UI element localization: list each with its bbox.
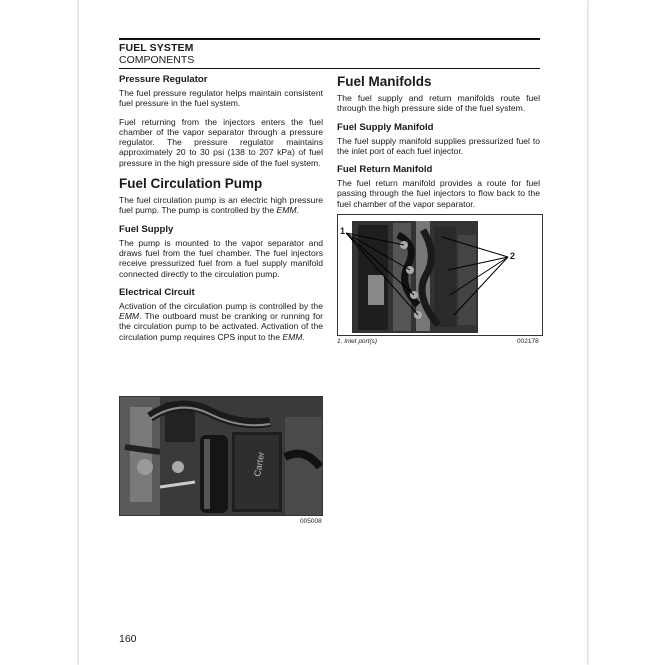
- para-fuel-supply: The pump is mounted to the vapor separator and draws fuel from the fuel chamber. The fuel injectors receive pressurized fuel from a fuel supply manifold connected directly to the circulation pump.: [119, 237, 323, 279]
- heading-fuel-circulation-pump: Fuel Circulation Pump: [119, 176, 263, 192]
- para-fuel-return-manifold: The fuel return manifold provides a route for fuel passing through the fuel injectors to flow back to the fuel chamber of the vapor separator.: [337, 178, 540, 209]
- text-emm: EMM: [276, 205, 297, 216]
- left-column: [119, 74, 323, 350]
- text-emm: EMM: [119, 311, 140, 322]
- heading-pressure-regulator: Pressure Regulator: [119, 74, 208, 85]
- manifold-photo-illustration: [338, 215, 542, 335]
- page-header: [119, 38, 540, 69]
- heading-fuel-manifolds: Fuel Manifolds: [337, 74, 432, 89]
- callout-2-label: 2: [510, 251, 516, 261]
- para-fuel-manifolds: The fuel supply and return manifolds route fuel through the high pressure side of the fuel system.: [337, 93, 540, 114]
- text-run: . The outboard must be cranking or running for the circulation pump to be activated. Activation of the circulation pump requires CPS input to the: [119, 311, 323, 342]
- section-subtitle: COMPONENTS: [119, 54, 195, 66]
- text-run: .: [296, 205, 299, 216]
- para-fuel-supply-manifold: The fuel supply manifold supplies pressurized fuel to the inlet port of each fuel injector.: [337, 135, 540, 156]
- header-rule-bottom: [119, 68, 540, 69]
- text-run: The fuel circulation pump is an electric high pressure fuel pump. The pump is controlled by the: [119, 195, 323, 216]
- heading-fuel-supply: Fuel Supply: [119, 223, 174, 235]
- para-pressure-regulator-2: Fuel returning from the injectors enters the fuel chamber of the vapor separator through a pressure regulator. The pressure regulator maintains approximately 20 to 30 psi (138 to 207 kPa) of fuel pressure in the high pressure side of the fuel system.: [119, 116, 323, 168]
- heading-fuel-return-manifold: Fuel Return Manifold: [337, 164, 433, 176]
- manual-page: [79, 0, 587, 665]
- header-rule: [119, 38, 540, 40]
- circulation-pump-photo: [119, 396, 323, 516]
- section-title: FUEL SYSTEM: [119, 42, 194, 54]
- heading-fuel-supply-manifold: Fuel Supply Manifold: [337, 121, 434, 133]
- figure-caption-right: 1. Inlet port(s): [337, 338, 378, 345]
- page-number: 160: [119, 633, 137, 645]
- right-column: [337, 74, 540, 217]
- text-run: Activation of the circulation pump is controlled by the: [119, 300, 323, 311]
- heading-electrical-circuit: Electrical Circuit: [119, 286, 195, 298]
- para-circulation-pump: [119, 195, 323, 216]
- text-emm: EMM: [282, 331, 303, 342]
- figure-number-right: 002178: [517, 338, 539, 345]
- figure-number-left: 005008: [300, 518, 322, 525]
- fuel-manifold-figure: [337, 214, 543, 336]
- para-pressure-regulator-1: The fuel pressure regulator helps maintain consistent fuel pressure in the fuel system.: [119, 88, 323, 109]
- text-run: .: [302, 331, 305, 342]
- callout-1-label: 1: [340, 226, 346, 236]
- pump-brand-lettering: Carter: [252, 450, 267, 478]
- para-electrical-circuit: [119, 301, 323, 342]
- engine-photo-illustration: [120, 397, 322, 515]
